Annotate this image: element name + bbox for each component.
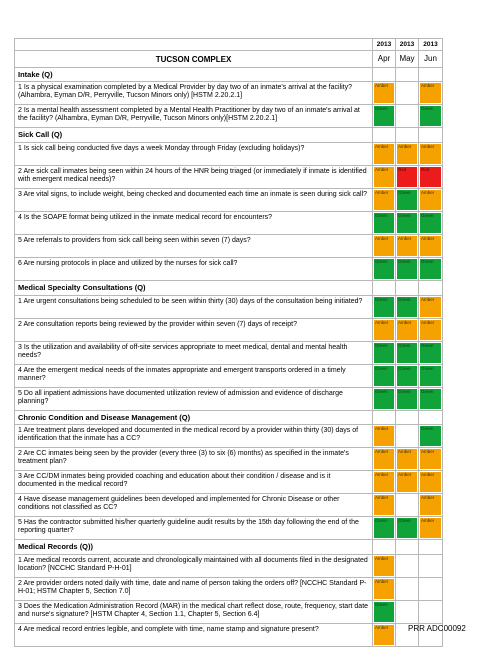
- rating-cell: [373, 257, 396, 280]
- rating-cell: [373, 234, 396, 257]
- question-text: 5 Has the contractor submitted his/her quarterly guideline audit results by the 15th day following the end of the reporting quarter?: [15, 517, 373, 540]
- section-empty-cell: [419, 280, 443, 295]
- rating-green-badge: Green: [397, 259, 417, 279]
- year-row-blank: [15, 39, 373, 51]
- rating-cell: [373, 105, 396, 128]
- month-apr: Apr: [373, 51, 396, 67]
- rating-amber-badge: Amber: [397, 320, 417, 340]
- rating-cell: [419, 577, 443, 600]
- question-text: 2 Are sick call inmates being seen within 24 hours of the HNR being triaged (or immediately if inmate is identified with emergent medical needs)?: [15, 165, 373, 188]
- document-id: PRR ADC00092: [408, 624, 466, 633]
- rating-cell: [373, 494, 396, 517]
- rating-cell: [396, 341, 419, 364]
- question-text: 6 Are nursing protocols in place and utilized by the nurses for sick call?: [15, 257, 373, 280]
- rating-green-badge: Green: [374, 602, 394, 622]
- rating-cell: [419, 364, 443, 387]
- rating-amber-badge: Amber: [374, 556, 394, 576]
- rating-cell: [419, 188, 443, 211]
- rating-amber-badge: Amber: [374, 236, 394, 256]
- rating-cell: [419, 318, 443, 341]
- rating-green-badge: Green: [397, 213, 417, 233]
- question-row: [15, 494, 443, 517]
- rating-cell: [419, 165, 443, 188]
- rating-amber-badge: Amber: [420, 518, 441, 538]
- question-row: [15, 577, 443, 600]
- question-text: 3 Are vital signs, to include weight, being checked and documented each time an inmate is seen during sick call?: [15, 188, 373, 211]
- question-text: 5 Do all inpatient admissions have documented utilization review of admission and evidence of discharge planning?: [15, 387, 373, 410]
- section-empty-cell: [373, 128, 396, 143]
- question-row: [15, 364, 443, 387]
- section-empty-cell: [396, 410, 419, 425]
- rating-cell: [419, 295, 443, 318]
- rating-cell: [373, 387, 396, 410]
- question-row: [15, 600, 443, 623]
- rating-cell: [396, 318, 419, 341]
- compliance-table-body: [15, 39, 443, 647]
- section-empty-cell: [396, 280, 419, 295]
- question-text: 2 Are provider orders noted daily with time, date and name of person taking the orders off? [NCCHC Standard P-H-01; HSTM Chapter 5, Section 7.0]: [15, 577, 373, 600]
- rating-cell: [419, 341, 443, 364]
- question-text: 4 Have disease management guidelines been developed and implemented for Chronic Disease or other conditions not classified as CC?: [15, 494, 373, 517]
- rating-amber-badge: Amber: [374, 426, 394, 446]
- rating-amber-badge: Amber: [420, 472, 441, 492]
- rating-cell: [373, 623, 396, 646]
- section-empty-cell: [419, 128, 443, 143]
- rating-amber-badge: Amber: [374, 190, 394, 210]
- rating-amber-badge: Amber: [420, 83, 441, 103]
- question-row: [15, 471, 443, 494]
- facility-title: TUCSON COMPLEX: [15, 51, 373, 67]
- rating-amber-badge: Amber: [420, 449, 441, 469]
- rating-cell: [396, 471, 419, 494]
- rating-amber-badge: Amber: [420, 144, 441, 164]
- year-may: 2013: [396, 39, 419, 51]
- rating-amber-badge: Amber: [374, 625, 394, 645]
- section-empty-cell: [373, 410, 396, 425]
- rating-cell: [419, 517, 443, 540]
- rating-cell: [396, 364, 419, 387]
- question-row: [15, 105, 443, 128]
- question-text: 5 Are referrals to providers from sick call being seen within seven (7) days?: [15, 234, 373, 257]
- rating-cell: [373, 364, 396, 387]
- rating-cell: [396, 600, 419, 623]
- question-row: [15, 257, 443, 280]
- rating-cell: [373, 448, 396, 471]
- rating-green-badge: Green: [397, 366, 417, 386]
- section-empty-cell: [373, 67, 396, 82]
- question-row: [15, 234, 443, 257]
- section-title: Medical Records (Q)): [15, 540, 373, 555]
- rating-cell: [419, 387, 443, 410]
- question-row: [15, 318, 443, 341]
- question-text: 3 Does the Medication Administration Record (MAR) in the medical chart reflect dose, route, frequency, start date and nurse's signature? [HSTM Chapter 4, Section 1.1, Chapter 5, Section 6.4]: [15, 600, 373, 623]
- rating-cell: [419, 448, 443, 471]
- rating-amber-badge: Amber: [420, 236, 441, 256]
- section-header-row: [15, 128, 443, 143]
- rating-cell: [396, 494, 419, 517]
- question-text: 3 Is the utilization and availability of off-site services appropriate to meet medical, dental and mental health needs?: [15, 341, 373, 364]
- rating-cell: [396, 142, 419, 165]
- rating-cell: [373, 471, 396, 494]
- rating-cell: [396, 105, 419, 128]
- rating-cell: [396, 425, 419, 448]
- question-text: 4 Are the emergent medical needs of the inmates appropriate and emergent transports ordered in a timely manner?: [15, 364, 373, 387]
- rating-amber-badge: Amber: [420, 190, 441, 210]
- rating-red-badge: Red: [397, 167, 417, 187]
- question-text: 2 Are consultation reports being reviewed by the provider within seven (7) days of receipt?: [15, 318, 373, 341]
- question-row: [15, 623, 443, 646]
- rating-green-badge: Green: [374, 297, 394, 317]
- rating-amber-badge: Amber: [374, 579, 394, 599]
- question-row: [15, 517, 443, 540]
- rating-green-badge: Green: [397, 343, 417, 363]
- section-header-row: [15, 280, 443, 295]
- section-header-row: [15, 410, 443, 425]
- rating-amber-badge: Amber: [374, 167, 394, 187]
- rating-cell: [419, 82, 443, 105]
- rating-cell: [419, 425, 443, 448]
- year-row: [15, 39, 443, 51]
- section-empty-cell: [396, 128, 419, 143]
- question-row: [15, 425, 443, 448]
- section-title: Chronic Condition and Disease Management (Q): [15, 410, 373, 425]
- rating-amber-badge: Amber: [374, 144, 394, 164]
- rating-amber-badge: Amber: [397, 472, 417, 492]
- rating-cell: [373, 188, 396, 211]
- rating-cell: [396, 82, 419, 105]
- rating-cell: [373, 517, 396, 540]
- rating-cell: [373, 318, 396, 341]
- question-row: [15, 341, 443, 364]
- question-row: [15, 387, 443, 410]
- question-row: [15, 188, 443, 211]
- rating-green-badge: Green: [374, 259, 394, 279]
- rating-cell: [396, 577, 419, 600]
- rating-green-badge: Green: [374, 106, 394, 126]
- section-title: Medical Specialty Consultations (Q): [15, 280, 373, 295]
- rating-amber-badge: Amber: [420, 495, 441, 515]
- section-empty-cell: [419, 67, 443, 82]
- question-text: 2 Is a mental health assessment completed by a Mental Health Practitioner by day two of an inmate's arrival at the facility? (Alhambra, Eyman D/R, Perryville, Tucson Minors only)[HSTM 2.20.2.1]: [15, 105, 373, 128]
- rating-amber-badge: Amber: [374, 83, 394, 103]
- rating-cell: [419, 494, 443, 517]
- rating-cell: [396, 517, 419, 540]
- rating-green-badge: Green: [374, 343, 394, 363]
- year-jun: 2013: [419, 39, 443, 51]
- rating-cell: [396, 188, 419, 211]
- rating-green-badge: Green: [374, 389, 394, 409]
- rating-amber-badge: Amber: [374, 320, 394, 340]
- rating-amber-badge: Amber: [397, 236, 417, 256]
- rating-cell: [396, 165, 419, 188]
- question-text: 1 Are urgent consultations being scheduled to be seen within thirty (30) days of the consultation being initiated?: [15, 295, 373, 318]
- rating-cell: [419, 257, 443, 280]
- question-text: 2 Are CC inmates being seen by the provider (every three (3) to six (6) months) as specified in the inmate's treatment plan?: [15, 448, 373, 471]
- rating-cell: [396, 387, 419, 410]
- rating-cell: [396, 554, 419, 577]
- month-jun: Jun: [419, 51, 443, 67]
- rating-cell: [373, 577, 396, 600]
- rating-green-badge: Green: [420, 106, 441, 126]
- question-text: 1 Is sick call being conducted five days a week Monday through Friday (excluding holidays)?: [15, 142, 373, 165]
- question-row: [15, 82, 443, 105]
- facility-row: [15, 51, 443, 67]
- section-title: Intake (Q): [15, 67, 373, 82]
- section-title: Sick Call (Q): [15, 128, 373, 143]
- rating-cell: [419, 234, 443, 257]
- question-row: [15, 142, 443, 165]
- section-header-row: [15, 67, 443, 82]
- question-row: [15, 211, 443, 234]
- rating-green-badge: Green: [420, 259, 441, 279]
- section-empty-cell: [373, 540, 396, 555]
- rating-cell: [419, 600, 443, 623]
- question-text: 4 Are medical record entries legible, and complete with time, name stamp and signature present?: [15, 623, 373, 646]
- question-row: [15, 448, 443, 471]
- rating-cell: [396, 295, 419, 318]
- rating-cell: [396, 448, 419, 471]
- rating-amber-badge: Amber: [374, 472, 394, 492]
- rating-green-badge: Green: [397, 190, 417, 210]
- rating-cell: [373, 554, 396, 577]
- question-row: [15, 295, 443, 318]
- rating-cell: [373, 600, 396, 623]
- rating-green-badge: Green: [374, 366, 394, 386]
- year-apr: 2013: [373, 39, 396, 51]
- section-empty-cell: [373, 280, 396, 295]
- section-empty-cell: [419, 410, 443, 425]
- rating-cell: [419, 554, 443, 577]
- rating-red-badge: Red: [420, 167, 441, 187]
- rating-amber-badge: Amber: [374, 449, 394, 469]
- rating-green-badge: Green: [420, 213, 441, 233]
- question-text: 1 Are treatment plans developed and documented in the medical record by a provider within thirty (30) days of identification that the inmate has a CC?: [15, 425, 373, 448]
- rating-cell: [419, 105, 443, 128]
- rating-cell: [373, 425, 396, 448]
- rating-cell: [396, 234, 419, 257]
- question-row: [15, 165, 443, 188]
- section-empty-cell: [419, 540, 443, 555]
- question-row: [15, 554, 443, 577]
- rating-amber-badge: Amber: [420, 297, 441, 317]
- rating-amber-badge: Amber: [397, 449, 417, 469]
- rating-cell: [419, 211, 443, 234]
- rating-cell: [373, 341, 396, 364]
- rating-cell: [373, 82, 396, 105]
- rating-green-badge: Green: [397, 518, 417, 538]
- rating-green-badge: Green: [420, 426, 441, 446]
- section-empty-cell: [396, 540, 419, 555]
- rating-green-badge: Green: [374, 518, 394, 538]
- rating-cell: [419, 142, 443, 165]
- question-text: 3 Are CC/DM inmates being provided coaching and education about their condition / disease and is it documented in the medical record?: [15, 471, 373, 494]
- section-header-row: [15, 540, 443, 555]
- rating-green-badge: Green: [397, 389, 417, 409]
- rating-amber-badge: Amber: [374, 495, 394, 515]
- rating-cell: [373, 295, 396, 318]
- rating-cell: [396, 211, 419, 234]
- rating-cell: [419, 471, 443, 494]
- question-text: 4 Is the SOAPE format being utilized in the inmate medical record for encounters?: [15, 211, 373, 234]
- rating-green-badge: Green: [420, 366, 441, 386]
- rating-amber-badge: Amber: [397, 144, 417, 164]
- question-text: 1 Are medical records current, accurate and chronologically maintained with all documents filed in the designated location? [NCCHC Standard P-H-01]: [15, 554, 373, 577]
- rating-green-badge: Green: [374, 213, 394, 233]
- rating-cell: [373, 165, 396, 188]
- rating-cell: [396, 257, 419, 280]
- rating-amber-badge: Amber: [420, 320, 441, 340]
- month-may: May: [396, 51, 419, 67]
- rating-cell: [373, 142, 396, 165]
- rating-green-badge: Green: [420, 343, 441, 363]
- rating-green-badge: Green: [420, 389, 441, 409]
- rating-cell: [373, 211, 396, 234]
- rating-green-badge: Green: [397, 297, 417, 317]
- compliance-table: [14, 38, 443, 647]
- question-text: 1 Is a physical examination completed by a Medical Provider by day two of an inmate's arrival at the facility? (Alhambra, Eyman D/R, Perryville, Tucson Minors only) [HSTM 2.20.2.1]: [15, 82, 373, 105]
- section-empty-cell: [396, 67, 419, 82]
